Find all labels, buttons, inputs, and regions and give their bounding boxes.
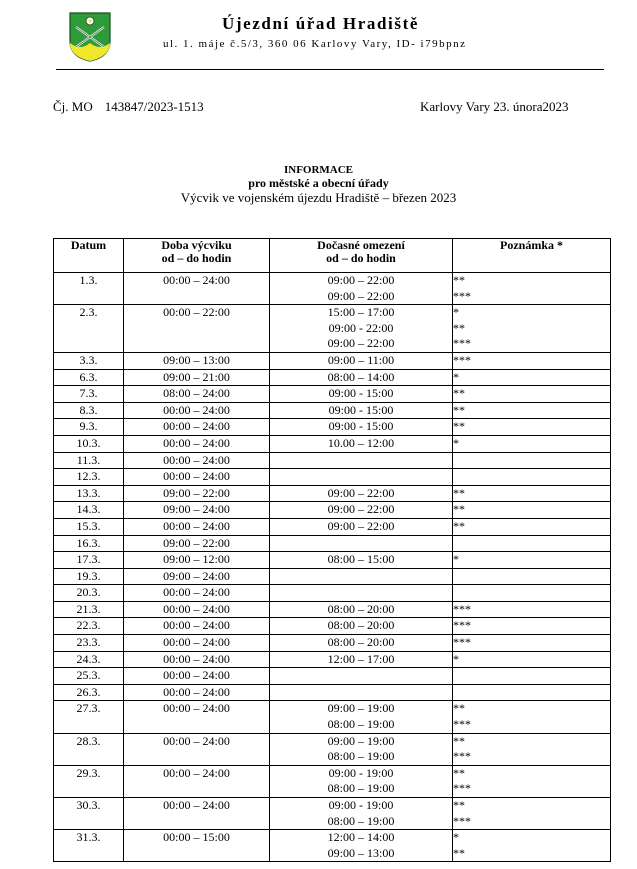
row-note: * bbox=[453, 369, 611, 386]
row-training-hours: 08:00 – 24:00 bbox=[124, 386, 270, 403]
row-training-hours: 09:00 – 24:00 bbox=[124, 502, 270, 519]
row-training-hours: 09:00 – 22:00 bbox=[124, 485, 270, 502]
header-date: Datum bbox=[54, 239, 124, 273]
table-row bbox=[54, 502, 611, 519]
row-note: ** *** bbox=[453, 765, 611, 797]
row-date: 14.3. bbox=[54, 502, 124, 519]
header-divider bbox=[56, 69, 604, 70]
table-row bbox=[54, 651, 611, 668]
row-training-hours: 00:00 – 24:00 bbox=[124, 618, 270, 635]
table-row bbox=[54, 635, 611, 652]
table-row bbox=[54, 733, 611, 765]
row-date: 2.3. bbox=[54, 305, 124, 353]
row-limit-hours: 08:00 – 20:00 bbox=[270, 618, 453, 635]
row-note: ** bbox=[453, 386, 611, 403]
row-limit-hours bbox=[270, 568, 453, 585]
row-limit-hours: 09:00 - 15:00 bbox=[270, 402, 453, 419]
row-limit-hours: 09:00 – 19:00 08:00 – 19:00 bbox=[270, 701, 453, 733]
row-note: *** bbox=[453, 601, 611, 618]
row-training-hours: 00:00 – 15:00 bbox=[124, 830, 270, 862]
table-row bbox=[54, 684, 611, 701]
reference-value: 143847/2023-1513 bbox=[104, 99, 204, 114]
row-date: 3.3. bbox=[54, 352, 124, 369]
row-training-hours: 09:00 – 13:00 bbox=[124, 352, 270, 369]
row-note bbox=[453, 568, 611, 585]
row-limit-hours bbox=[270, 585, 453, 602]
row-note bbox=[453, 535, 611, 552]
row-training-hours: 09:00 – 22:00 bbox=[124, 535, 270, 552]
table-row bbox=[54, 668, 611, 685]
row-training-hours: 00:00 – 24:00 bbox=[124, 469, 270, 486]
header-training: Doba výcviku od – do hodin bbox=[124, 239, 270, 273]
row-training-hours: 00:00 – 24:00 bbox=[124, 701, 270, 733]
table-row bbox=[54, 701, 611, 733]
row-date: 29.3. bbox=[54, 765, 124, 797]
row-date: 25.3. bbox=[54, 668, 124, 685]
training-schedule-table bbox=[53, 238, 611, 862]
table-row bbox=[54, 535, 611, 552]
document-date: Karlovy Vary 23. února2023 bbox=[420, 99, 569, 114]
row-limit-hours: 09:00 - 15:00 bbox=[270, 386, 453, 403]
row-note: ** *** bbox=[453, 273, 611, 305]
row-training-hours: 00:00 – 24:00 bbox=[124, 585, 270, 602]
table-row bbox=[54, 830, 611, 862]
row-limit-hours: 09:00 – 22:00 bbox=[270, 502, 453, 519]
row-training-hours: 00:00 – 24:00 bbox=[124, 668, 270, 685]
row-date: 6.3. bbox=[54, 369, 124, 386]
row-training-hours: 00:00 – 24:00 bbox=[124, 765, 270, 797]
table-row bbox=[54, 618, 611, 635]
row-date: 22.3. bbox=[54, 618, 124, 635]
row-limit-hours: 09:00 - 19:00 08:00 – 19:00 bbox=[270, 798, 453, 830]
table-row bbox=[54, 485, 611, 502]
row-training-hours: 00:00 – 24:00 bbox=[124, 733, 270, 765]
table-row bbox=[54, 369, 611, 386]
row-date: 13.3. bbox=[54, 485, 124, 502]
row-note bbox=[453, 668, 611, 685]
table-row bbox=[54, 518, 611, 535]
table-row bbox=[54, 352, 611, 369]
row-note: ** *** bbox=[453, 701, 611, 733]
info-title: INFORMACE bbox=[283, 164, 354, 176]
office-address: ul. 1. máje č.5/3, 360 06 Karlovy Vary, ID- i79bpnz bbox=[163, 38, 467, 50]
row-note bbox=[453, 452, 611, 469]
table-row bbox=[54, 601, 611, 618]
table-row bbox=[54, 305, 611, 353]
table-row bbox=[54, 273, 611, 305]
row-limit-hours bbox=[270, 684, 453, 701]
row-limit-hours bbox=[270, 668, 453, 685]
row-date: 7.3. bbox=[54, 386, 124, 403]
row-date: 11.3. bbox=[54, 452, 124, 469]
row-date: 28.3. bbox=[54, 733, 124, 765]
row-training-hours: 00:00 – 24:00 bbox=[124, 635, 270, 652]
row-note: ** bbox=[453, 502, 611, 519]
row-note: * bbox=[453, 435, 611, 452]
row-note: *** bbox=[453, 635, 611, 652]
row-limit-hours: 09:00 – 22:00 bbox=[270, 485, 453, 502]
table-row bbox=[54, 469, 611, 486]
row-date: 9.3. bbox=[54, 419, 124, 436]
table-row bbox=[54, 798, 611, 830]
row-limit-hours: 08:00 – 15:00 bbox=[270, 552, 453, 569]
row-date: 1.3. bbox=[54, 273, 124, 305]
row-training-hours: 00:00 – 22:00 bbox=[124, 305, 270, 353]
municipal-crest-icon bbox=[68, 11, 112, 63]
row-date: 20.3. bbox=[54, 585, 124, 602]
row-limit-hours: 08:00 – 20:00 bbox=[270, 601, 453, 618]
row-limit-hours: 08:00 – 14:00 bbox=[270, 369, 453, 386]
row-date: 16.3. bbox=[54, 535, 124, 552]
table-row bbox=[54, 552, 611, 569]
info-subject: Výcvik ve vojenském újezdu Hradiště – březen 2023 bbox=[180, 190, 457, 205]
table-row bbox=[54, 568, 611, 585]
row-note: ** *** bbox=[453, 733, 611, 765]
row-date: 30.3. bbox=[54, 798, 124, 830]
row-training-hours: 09:00 – 12:00 bbox=[124, 552, 270, 569]
row-note: ** *** bbox=[453, 798, 611, 830]
row-note: * ** bbox=[453, 830, 611, 862]
table-row bbox=[54, 435, 611, 452]
row-limit-hours: 08:00 – 20:00 bbox=[270, 635, 453, 652]
row-training-hours: 00:00 – 24:00 bbox=[124, 601, 270, 618]
row-training-hours: 00:00 – 24:00 bbox=[124, 452, 270, 469]
row-date: 27.3. bbox=[54, 701, 124, 733]
row-limit-hours bbox=[270, 469, 453, 486]
table-row bbox=[54, 585, 611, 602]
table-row bbox=[54, 386, 611, 403]
row-limit-hours: 10.00 – 12:00 bbox=[270, 435, 453, 452]
table-row bbox=[54, 452, 611, 469]
row-limit-hours: 15:00 – 17:00 09:00 - 22:00 09:00 – 22:00 bbox=[270, 305, 453, 353]
row-limit-hours: 09:00 - 19:00 08:00 – 19:00 bbox=[270, 765, 453, 797]
schedule-body bbox=[54, 273, 611, 862]
row-training-hours: 09:00 – 21:00 bbox=[124, 369, 270, 386]
row-training-hours: 00:00 – 24:00 bbox=[124, 402, 270, 419]
row-note bbox=[453, 585, 611, 602]
row-limit-hours bbox=[270, 535, 453, 552]
row-note: * bbox=[453, 552, 611, 569]
row-note: ** bbox=[453, 419, 611, 436]
row-training-hours: 09:00 – 24:00 bbox=[124, 568, 270, 585]
table-row bbox=[54, 402, 611, 419]
row-note bbox=[453, 469, 611, 486]
header-note: Poznámka * bbox=[453, 239, 611, 273]
row-date: 31.3. bbox=[54, 830, 124, 862]
row-date: 10.3. bbox=[54, 435, 124, 452]
reference-label: Čj. MO bbox=[53, 99, 93, 114]
info-recipients: pro městské a obecní úřady bbox=[248, 176, 389, 190]
row-limit-hours: 09:00 – 19:00 08:00 – 19:00 bbox=[270, 733, 453, 765]
row-training-hours: 00:00 – 24:00 bbox=[124, 798, 270, 830]
row-date: 26.3. bbox=[54, 684, 124, 701]
row-date: 12.3. bbox=[54, 469, 124, 486]
table-header-row bbox=[54, 239, 611, 273]
row-training-hours: 00:00 – 24:00 bbox=[124, 651, 270, 668]
reference-number bbox=[53, 99, 204, 115]
row-date: 17.3. bbox=[54, 552, 124, 569]
header-limits: Dočasné omezení od – do hodin bbox=[270, 239, 453, 273]
row-note: *** bbox=[453, 352, 611, 369]
row-date: 23.3. bbox=[54, 635, 124, 652]
row-date: 19.3. bbox=[54, 568, 124, 585]
row-training-hours: 00:00 – 24:00 bbox=[124, 435, 270, 452]
row-limit-hours: 09:00 – 22:00 bbox=[270, 518, 453, 535]
row-note bbox=[453, 684, 611, 701]
row-date: 8.3. bbox=[54, 402, 124, 419]
row-training-hours: 00:00 – 24:00 bbox=[124, 684, 270, 701]
row-training-hours: 00:00 – 24:00 bbox=[124, 419, 270, 436]
row-note: ** bbox=[453, 518, 611, 535]
row-training-hours: 00:00 – 24:00 bbox=[124, 518, 270, 535]
row-note: * ** *** bbox=[453, 305, 611, 353]
row-note: *** bbox=[453, 618, 611, 635]
row-limit-hours: 09:00 - 15:00 bbox=[270, 419, 453, 436]
row-date: 15.3. bbox=[54, 518, 124, 535]
row-training-hours: 00:00 – 24:00 bbox=[124, 273, 270, 305]
office-name: Újezdní úřad Hradiště bbox=[222, 14, 419, 33]
row-limit-hours: 12:00 – 14:00 09:00 – 13:00 bbox=[270, 830, 453, 862]
row-date: 24.3. bbox=[54, 651, 124, 668]
table-row bbox=[54, 765, 611, 797]
row-limit-hours: 09:00 – 11:00 bbox=[270, 352, 453, 369]
row-note: ** bbox=[453, 402, 611, 419]
row-date: 21.3. bbox=[54, 601, 124, 618]
row-note: * bbox=[453, 651, 611, 668]
table-row bbox=[54, 419, 611, 436]
row-limit-hours bbox=[270, 452, 453, 469]
row-note: ** bbox=[453, 485, 611, 502]
row-limit-hours: 09:00 – 22:00 09:00 – 22:00 bbox=[270, 273, 453, 305]
row-limit-hours: 12:00 – 17:00 bbox=[270, 651, 453, 668]
